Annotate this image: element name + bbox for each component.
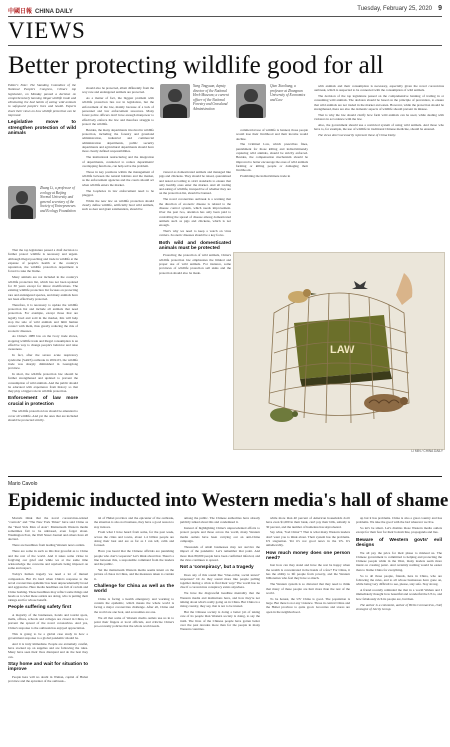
paragraph: while more than 40 percent of American households don't have even $1,000 in their bank, can't pay their bills, subsidy is 30 percent, and the number of homeless has skyrocketed. <box>266 516 350 529</box>
paragraph: Prohibiting the indiscriminate trade in <box>240 174 291 179</box>
paragraph: That the top legislature passed a draft decision to further protect wildlife is necessary and urgent. Although illegal poaching and trade in wildlife at the expense of people's health or the country's reputation, the wildlife protection department is forced to take the blame. <box>8 248 78 274</box>
paragraph: China is facing a health emergency and working to contain the epidemic, which means the whole world is facing a major coronavirus challenge. After all, China and the world are one boat, and economies are one. <box>94 596 174 614</box>
top-col-4 <box>236 128 308 248</box>
top-col-2 <box>82 86 154 472</box>
author-photo-qiao <box>236 84 266 118</box>
paragraph: We all pay the price for their phase to mislead us. The Chinese government is committed to helping and protecting the Chinese people while in the West, many leaders seem more intent on creating panic. And certainly nothing would be easier than to blame China for everything. <box>356 550 442 572</box>
paragraph: Thousands of small businesses may not survive the impact of the pandemic. Let's remember that point. And more than 80,000 people have been confirmed infected, and the virus continues to spread. <box>180 544 260 562</box>
paragraph: So let's be smart. Let's dismiss those Western media outlets except for their fear for their bottom line, propaganda and lies. <box>356 526 442 535</box>
paragraph: This is going to be a global case study in how a government response to a global pandemic should be. <box>8 631 88 640</box>
paragraph: The decision of the top legislature passed on the comprehensive banning of trading in or consuming wild animals. The decision should be based on the principle of prevention, to ensure that wild animals are not traded in the market and eaten. However, while the protection should be strengthened, there are also the domestic aspects of wildlife should prevent its misuse. <box>314 94 444 112</box>
subhead-enforcement: Enforcement of law more crucial in protection <box>8 396 78 407</box>
paragraph: The loopholes in law enforcement need to be plugged. <box>82 188 154 197</box>
paragraph: People here will no doubt in Wuhan, capital of Hubei province and the epicenter of the outbreak... <box>8 674 88 684</box>
paragraph: While the new law on wildlife protection should clearly define wildlife, artificially bred wild animals, such as deer and giant salamanders, should be <box>82 198 154 212</box>
paragraph: The institutional restructuring and the integration of departments, conducted to reduce departments' overlapping functions, can help solve the problem. <box>82 155 154 168</box>
paragraph: That's why we need to keep a watch on virus carriers. Zoonotic diseases should be a key focus. <box>159 229 231 238</box>
paragraph: should also be protected, albeit differently from the way rare and endangered animals are protected. <box>82 86 154 95</box>
paragraph: Protecting the protection of wild animals, China's wildlife protection law emphasizes the limited and proper use of wild animals. For instance, some provinces of wildlife protection sell skins and the protection should also be made. <box>159 253 231 275</box>
top-col-5 <box>314 84 444 246</box>
paragraph: among the public. The Chinese authorities have already publicly talked about this and condemned it. <box>180 516 260 525</box>
bottom-headline: Epidemic inducted into Western media's hall of shame <box>8 490 449 511</box>
article-divider <box>8 476 442 477</box>
issue-date: Tuesday, February 25, 2020 <box>357 6 432 12</box>
byline: Mario Cavolo <box>8 481 38 487</box>
disclaimer-note: The views don't necessarily represent those of China Daily. <box>318 133 397 138</box>
paragraph: As China's 1988 law on the ivory trade shows, stopping wildlife trade and illegal consumption is an effective way to change people's behavior and raise awareness. <box>8 334 78 352</box>
subhead-beware: Beware of Western govts' evil designs <box>356 537 442 549</box>
subhead-both-animals: Both wild and domesticated animals must be protected <box>159 240 231 252</box>
logo-cn: 中國日報 <box>8 9 33 15</box>
paragraph: Today's human tragedy we need a lot of mutual compassion. But it's hard when China's response to the novel coronavirus epidemic has been unprecedentedly broad and aggressive. Here media headlines are full of racism and China bashing. These headlines may reflect some things and heads as to what these outlets are doing, who is putting their ratings and for whose benefit. <box>8 572 88 603</box>
editor-note-text: Editor's Note: The Standing Committee of the National People's Congress, China's top legislature, on Monday passed a decision on comprehensively banning illegal wildlife trade and eliminating the bad habits of eating wild animals to safeguard people's lives and health. Experts share their views on how wildlife protection can be improved. <box>8 83 76 118</box>
china-daily-logo <box>8 6 73 15</box>
paragraph: Also, the government should use a restricted system of using wild animals. And those who have to, for example, the use of wildlife in traditional Chinese medicine, should be ensured. <box>314 123 444 132</box>
paragraph: In short, the wildlife protection law should be further strengthened and updated to prevent the consumption of wild animals. And the public should be educated with experience from history so that they play a bigger role in wildlife protection. <box>8 371 78 394</box>
paragraph: A majority of the businesses, hotels and tourist spots, malls, offices, schools and colleges are closed in China, to prevent the spread of the novel coronavirus. And yes, China's response to the outbreak has enjoyed appreciation. <box>8 612 88 630</box>
paragraph: But the Chinese society is doing a better job of taking care of its people than Western society is doing, to say the truth. The lives of the Chinese people have gotten better over the past decades more than for the people in many Western countries. <box>180 610 260 632</box>
law-book-icon <box>294 315 392 387</box>
illustration-law-net <box>233 252 445 450</box>
author-photo-yang <box>160 84 190 118</box>
paragraph: Many animals are not included in the country's wildlife protection list, which has not been updated for 30 years except for minor modifications. The existing wildlife protection list focuses on protecting rare and endangered species, and many animals have not been effectively protected. <box>8 275 78 301</box>
paragraph: with animals and their consumption is necessary, especially given the novel coronavirus outbreak, which is suspected to be connected with the consumption of wild animals. <box>314 84 444 93</box>
paragraph: We all that some of Western media outlets use us in to point their fingers at local officials, and criticize China's pro-economy policies that the whole world needs. <box>94 615 174 629</box>
bottom-col-1 <box>8 516 88 742</box>
paragraph: Does any of this sound like "blue-collar, social unrest" responses? Or do they sound more like people pulling together during a crisis to find their way? The world has no clue if a coronavirus conspiracy exists anywhere. <box>180 572 260 590</box>
subhead-not-conspiracy: Not a 'conspiracy', but a tragedy <box>180 565 254 571</box>
law-net-illustration-svg <box>234 253 444 449</box>
paragraph: From what I have heard from some, for the past week, across the cities and towns, about 1.4 billion people are doing their best and are as far as I can tell, calm and focused. <box>94 530 174 548</box>
masthead <box>8 4 442 16</box>
illustration-credit: LI MIN / CHINA DAILY <box>411 449 443 453</box>
paragraph: viewed as domesticated animals and managed like pigs and chickens. They should be raised, quarantined and tested according to strict standards to ensure that only healthy ones enter the market. And all trading and eating of wildlife, irrespective of whether they are on the protection list, should be banned. <box>159 170 231 196</box>
bottom-col-4 <box>266 516 350 742</box>
logo-en: CHINA DAILY <box>35 9 73 15</box>
top-col-3 <box>159 170 231 360</box>
bottom-col-2 <box>94 516 174 742</box>
paragraph: The Criminal Law, which prescribes fines, punishment for those killing and indiscriminately capturing wild animals, should be strictly enforced. Besides, the compensation mechanism should be improved to better encourage the ones of wild animals farming or killing people or damaging their livelihoods. <box>236 142 308 173</box>
subhead-challenge: Challenge for China as well as the world <box>94 583 174 595</box>
paragraph: up but it has problems. China is also a great country and has problems. We take the good with the bad wherever we live. <box>356 516 442 525</box>
paragraph: tal of Hubei province and the epicenter of the outbreak, the situation is also not business, they have a good reason to stay indoors. <box>94 516 174 529</box>
paragraph: Instead of highlighting China's unprecedented efforts to protect people and those across the world, many Western media outlets have been carrying out an anti-China campaign. <box>180 526 260 544</box>
paragraph: commercial use of wildlife is banned, those people would lose their livelihood and their income would decline. <box>236 128 308 141</box>
paragraph: So to all those people, friends, here in China, who are following the rules, and to all whose businesses have gone on, while being very difficult to see, please, stay safe. Stay strong. <box>356 573 442 587</box>
paragraph: In fact, after the severe acute respiratory syndrome (SARS) outbreak in 2002-03, the wildlife trade was sharply diminished in Guangdong province. <box>8 353 78 371</box>
paragraph: And it is truly immediate. People are extremely careful, have stocked up on supplies and are following the rules. Many have seen their lives disrupted and do the best they can. <box>8 641 88 659</box>
paragraph: The Western system is so distorted that they need to think that many of these people are hurt more than the rest of the world. <box>266 582 350 595</box>
editor-note <box>8 83 76 137</box>
author-bio-zhang: Zhang Li, a professor of ecology at Beijing Normal University and general secretary of the Society of Entrepreneurs and Ecology Foundation <box>40 186 76 213</box>
subhead-stay-home: Stay home and wait for situation to improve <box>8 661 88 673</box>
paragraph: There are headlines from leading Western news outlets. <box>12 543 86 548</box>
paragraph: As a matter of fact, the biggest problem with wildlife protection lies not in legislation, but the enforcement of the law, mainly because of a lack of personnel and law enforcement resources. Many forest police officers don't have enough manpower to effectively enforce the law and therefore struggle to protect the wildlife. <box>82 96 154 126</box>
top-headline: Better protecting wildlife good for all <box>8 52 384 79</box>
subhead-legislative: Legislative move to strengthen protection of wild animals <box>8 120 76 137</box>
top-col-1b <box>8 248 78 473</box>
paragraph: Those in key positions within the management of wildlife between the natural habitats and the market, as the enforcement agencies and the courts should act when wildlife enters the market. <box>82 169 154 187</box>
author-note: The author is a columnist, author of Hello Coronavirus, chief strategist of Jetcity Group. <box>356 602 442 611</box>
author-bio-yang: Yang Tingyuan, deputy director of the National Herb Museum; a current officer of the National Forestry and Grassland Administration <box>193 84 229 111</box>
paragraph: Just how can they stand and have the rest be happy when the wealth is concentrated in the hands of a few? For China, it has the ability to lift people from poverty, and the Western billionaires who feel they have so much. <box>266 563 350 581</box>
paragraph: That is why the law should clarify how farm wild animals can be used, while dealing with violators in accordance with the law. <box>314 112 444 122</box>
subhead-safety-first: People suffering safety first <box>8 605 72 611</box>
header-rule <box>8 16 442 17</box>
top-col-1 <box>8 83 76 180</box>
paragraph: Besides, the many departments involved in wildlife protection, including the forestry and grassland administration, industrial and commercial administration departments, public security departments and agricultural departments should have more clearly defined responsibilities. <box>82 127 154 154</box>
paragraph: There are some in such as this that graceful as to China and the rest of the world. And it takes some virtue in forgiving our grief and while we at the same time acknowledge the concerns and reprisals being imposed on some and respect. <box>8 549 88 571</box>
paragraph: The wildlife protection law should be amended to cover all wildlife. And yet the ones that are included should be protected strictly. <box>8 409 78 422</box>
bottom-col-3 <box>180 516 260 742</box>
law-label: LAW <box>330 344 355 356</box>
paragraph: To be honest, the US' China is good. The population is large. But there is not any violence. Those in central China and the Hubei province to quite good. Groceries and stores are open in the neighborhood. <box>266 596 350 614</box>
paragraph: We have the disgraceful headline mentality that the Western media and institutions have, and how they're not talking about what's really going on in China. But China is a rising country, they say, that is not to be trusted. <box>180 591 260 609</box>
subhead-how-much-money: How much money does one person need? <box>266 550 350 562</box>
paragraph: Have you heard that the Chinese officials are punishing people who don't cooperate? Let's think about that. There's a line between this, a responsible command from the leaders and the public. <box>94 549 174 567</box>
author-bio-qiao: Qiao Xiaoliang, a professor at Zhongnan University of Economics and Law <box>270 84 306 102</box>
paragraph: Yet the mainstream Western media seems intent on the picture of chaos in China, and the measures taken to contain it. <box>94 568 174 581</box>
paragraph: Say what, "bad China"? That is what many Western leaders don't want you to think about. Their system has the problems. US stagnation. Yet it's not good news in the US. It's unbelievably. <box>266 530 350 548</box>
bottom-col-5 <box>356 516 442 742</box>
section-title: VIEWS <box>8 18 86 43</box>
author-photo-zhang <box>8 186 36 219</box>
paragraph: Mortals think that the novel coronavirus-related "controls" and "The New York Times" have said China as the "Real Sick Man of Asia". Mainstream Western media sometimes fail to be unbiased, even forget about. Washington Post, the Wall Street Journal and others have all decried. <box>8 516 88 542</box>
paragraph: Therefore, it is necessary to update the wildlife protection list and include all animals that need protection. For example, except those that are legally bred and sold in the market, this will help stop the sale of wild animals and limit human contact with them, thus greatly reducing the risk of zoonotic diseases. <box>8 302 78 333</box>
page-number: 9 <box>438 5 442 12</box>
section-rule <box>8 45 442 46</box>
paragraph: The novel coronavirus outbreak is a warning that the direction of zoonotic disease is related to the disease control system, which needs improvement. Over the past two, attention has only been paid to controlling the spread of disease among domesticated animals such as pigs and chickens, which is not enough. <box>159 197 231 228</box>
paragraph: A friend recently reminded me that in a world Wuhan and I immediately thought how beautiful and wonderful the US is, and how fabulously rich its people are, but then. <box>356 588 442 601</box>
